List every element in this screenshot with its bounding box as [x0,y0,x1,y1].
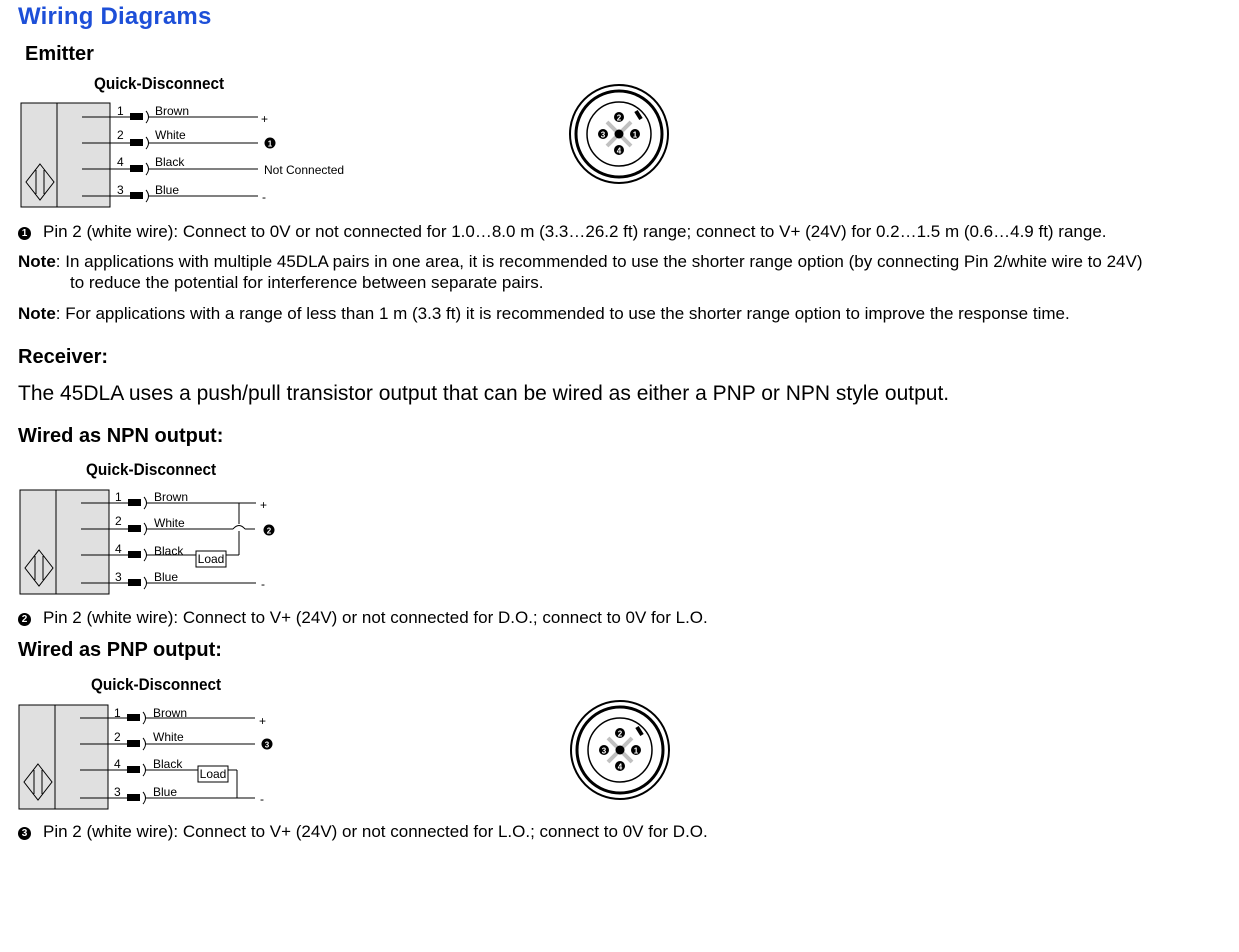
wire-color-label: Black [155,155,185,169]
connector-pin-label: 3 [600,130,606,140]
page-title: Wiring Diagrams [18,3,212,30]
wire-color-label: Brown [154,490,189,504]
note-2 [18,303,1070,324]
pin-label: 4 [114,757,121,771]
connector-pin-label: 2 [617,729,623,739]
emitter-diagram-title: Quick-Disconnect [94,74,225,93]
receiver-heading: Receiver: [18,346,109,368]
terminal-label: + [260,498,268,512]
wire-color-label: Brown [153,706,188,720]
pin-label: 1 [115,490,122,504]
load-label: Load [199,767,227,781]
svg-text:2: 2 [266,526,272,536]
emitter-wiring-diagram [18,98,358,210]
pnp-wiring-diagram [17,700,297,812]
note-1-continuation: to reduce the potential for interference between separate pairs. [70,273,544,292]
footnote-number: 3 [18,827,31,840]
wire-color-label: White [155,128,186,142]
wire-color-label: Black [153,757,183,771]
note-label: Note [18,304,56,323]
pnp-connector-face [568,699,672,803]
connector-pin-label: 3 [601,746,607,756]
emitter-connector-face [567,83,671,187]
pin-label: 3 [117,183,124,197]
sensor-body-right [57,103,110,207]
pin-label: 3 [115,570,122,584]
wire-color-label: Black [154,544,184,558]
pin-label: 2 [115,514,122,528]
wire-color-label: Blue [154,570,179,584]
connector-pin-label: 2 [616,113,622,123]
pin-label: 1 [117,104,124,118]
emitter-heading: Emitter [25,43,94,65]
wire-row [82,155,344,177]
sensor-body-left [21,103,57,207]
wire-color-label: White [154,516,185,530]
npn-wiring-diagram [18,484,298,598]
footnote-text: Pin 2 (white wire): Connect to 0V or not connected for 1.0…8.0 m (3.3…26.2 ft) range; connect to V+ (24V) for 0.2…1.5 m (0.6…4.9 ft) range. [43,222,1107,241]
note-1 [18,251,1143,272]
pin-label: 2 [117,128,124,142]
terminal-label: + [259,714,267,728]
terminal-label: - [262,190,266,204]
note-label: Note [18,252,56,271]
wire-color-label: White [153,730,184,744]
terminal-label: Not Connected [264,163,345,177]
connector-pin-label: 1 [632,130,638,140]
connector-pin-label: 4 [617,762,623,772]
pin-label: 3 [114,785,121,799]
connector-pin-label: 1 [633,746,639,756]
terminal-label: + [261,112,269,126]
svg-text:3: 3 [264,740,270,750]
wire-color-label: Blue [153,785,178,799]
terminal-label: - [260,792,264,806]
note-text: : For applications with a range of less than 1 m (3.3 ft) it is recommended to use the shorter range option to improve the response time. [55,304,1070,323]
pin-label: 2 [114,730,121,744]
npn-footnote [18,607,708,628]
note-text: : In applications with multiple 45DLA pairs in one area, it is recommended to use the shorter range option (by connecting Pin 2/white wire to 24V) [55,252,1143,271]
terminal-label: - [261,577,265,591]
connector-pin-label: 4 [616,146,622,156]
footnote-number: 1 [18,227,31,240]
wire-row [82,128,276,149]
pnp-heading: Wired as PNP output: [18,639,222,661]
footnote-number: 2 [18,613,31,626]
pnp-footnote [18,821,708,842]
wire-color-label: Blue [155,183,180,197]
footnote-text: Pin 2 (white wire): Connect to V+ (24V) or not connected for L.O.; connect to 0V for D.O. [43,822,708,841]
emitter-footnote [18,221,1107,242]
wire-color-label: Brown [155,104,190,118]
footnote-text: Pin 2 (white wire): Connect to V+ (24V) or not connected for D.O.; connect to 0V for L.O. [43,608,708,627]
pin-label: 4 [117,155,124,169]
npn-heading: Wired as NPN output: [18,425,224,447]
pin-label: 4 [115,542,122,556]
pin-label: 1 [114,706,121,720]
svg-text:1: 1 [267,139,273,149]
load-label: Load [197,552,225,566]
receiver-description: The 45DLA uses a push/pull transistor output that can be wired as either a PNP or NPN style output. [18,382,950,405]
pnp-diagram-title: Quick-Disconnect [91,675,222,694]
npn-diagram-title: Quick-Disconnect [86,460,217,479]
